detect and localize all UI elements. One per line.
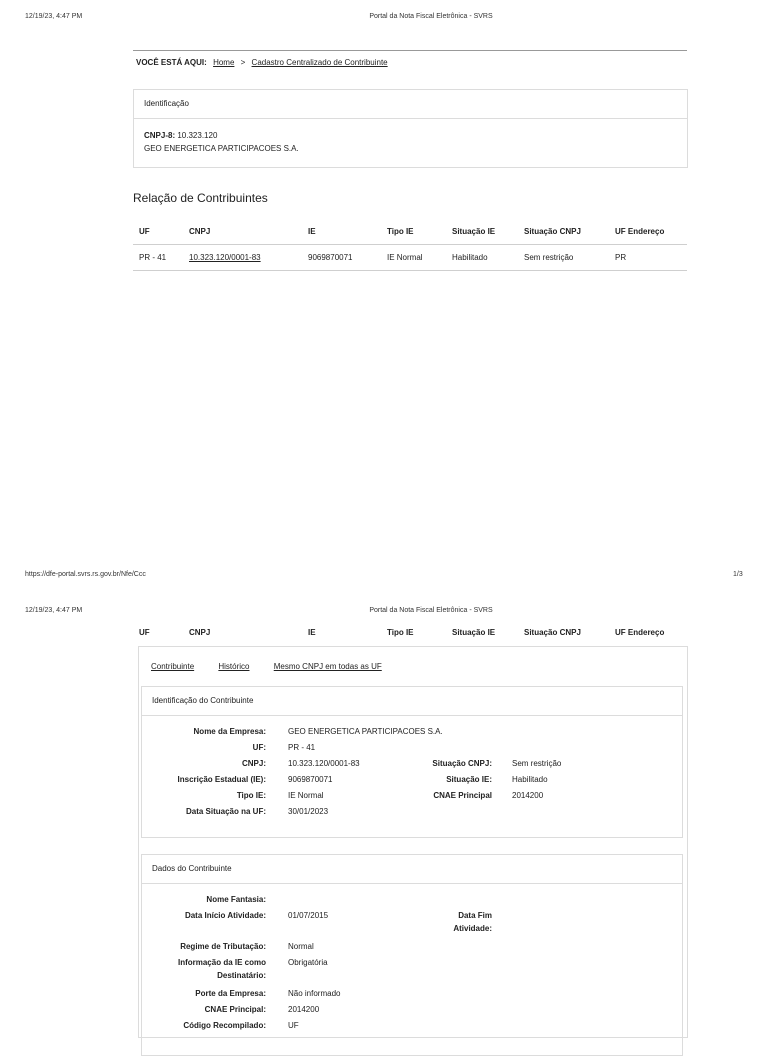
cell-uf: PR - 41 [139, 253, 167, 262]
value-codigo-cut: UF [288, 1021, 299, 1030]
label-codigo-cut: Código Recompilado: [183, 1021, 266, 1030]
cnpj8-line [144, 131, 217, 140]
label-uf: UF: [252, 743, 266, 752]
relacao-title: Relação de Contribuintes [133, 191, 268, 205]
col-tipo-ie: Tipo IE [387, 628, 414, 637]
dados-contrib-panel [141, 854, 683, 1056]
label-nome-fantasia: Nome Fantasia: [206, 895, 266, 904]
table-row [133, 245, 687, 271]
breadcrumb-rule [133, 50, 687, 51]
value-porte: Não informado [288, 989, 341, 998]
label-data-situacao: Data Situação na UF: [185, 807, 266, 816]
col-situacao-ie: Situação IE [452, 628, 496, 637]
label-ie: Inscrição Estadual (IE): [177, 775, 266, 784]
label-situacao-ie: Situação IE: [446, 775, 492, 784]
print-title: Portal da Nota Fiscal Eletrônica - SVRS [369, 13, 493, 20]
print-datetime-2: 12/19/23, 4:47 PM [25, 607, 83, 614]
ident-contrib-heading: Identificação do Contribuinte [142, 687, 682, 716]
label-data-inicio: Data Início Atividade: [184, 911, 266, 920]
cell-uf-endereco: PR [615, 253, 627, 262]
col-cnpj: CNPJ [189, 227, 211, 236]
value-situacao-cnpj: Sem restrição [512, 759, 562, 768]
col-tipo-ie: Tipo IE [387, 227, 414, 236]
col-situacao-ie: Situação IE [452, 227, 496, 236]
identificacao-heading: Identificação [134, 90, 687, 119]
value-nome: GEO ENERGETICA PARTICIPACOES S.A. [288, 727, 443, 736]
cnpj-link[interactable]: 10.323.120/0001-83 [189, 253, 261, 262]
label-info-ie-1: Informação da IE como [177, 958, 266, 967]
company-name: GEO ENERGETICA PARTICIPACOES S.A. [144, 144, 299, 153]
relacao-header-row-repeat [133, 620, 687, 645]
cell-tipo-ie: IE Normal [387, 253, 423, 262]
cell-ie: 9069870071 [308, 253, 353, 262]
cell-situacao-cnpj: Sem restrição [524, 253, 574, 262]
label-cnae: CNAE Principal [433, 791, 492, 800]
col-uf-endereco: UF Endereço [615, 227, 665, 236]
tab-mesmo-cnpj[interactable]: Mesmo CNPJ em todas as UF [273, 662, 382, 671]
col-uf: UF [139, 628, 150, 637]
value-info-ie: Obrigatória [288, 958, 328, 967]
tab-contribuinte[interactable]: Contribuinte [151, 662, 195, 671]
detail-panel [138, 646, 688, 1038]
dados-contrib-heading: Dados do Contribuinte [142, 855, 682, 884]
tab-historico[interactable]: Histórico [218, 662, 250, 671]
value-data-situacao: 30/01/2023 [288, 807, 329, 816]
col-uf: UF [139, 227, 150, 236]
print-url: https://dfe-portal.svrs.rs.gov.br/Nfe/Ccc [25, 571, 146, 578]
breadcrumb [136, 58, 388, 67]
detail-tabs [151, 662, 382, 671]
label-nome: Nome da Empresa: [193, 727, 266, 736]
label-data-fim-1: Data Fim [458, 911, 492, 920]
value-regime: Normal [288, 942, 314, 951]
print-datetime: 12/19/23, 4:47 PM [25, 13, 83, 20]
cnpj8-value: 10.323.120 [177, 131, 218, 140]
label-cnae-principal: CNAE Principal: [204, 1005, 266, 1014]
label-situacao-cnpj: Situação CNPJ: [432, 759, 492, 768]
relacao-table [133, 219, 687, 271]
print-page-number: 1/3 [733, 571, 743, 578]
value-uf: PR - 41 [288, 743, 316, 752]
identificacao-panel [133, 89, 688, 168]
breadcrumb-current-link[interactable]: Cadastro Centralizado de Contribuinte [251, 58, 388, 67]
breadcrumb-prefix: VOCÊ ESTÁ AQUI: [136, 58, 207, 67]
label-data-fim-2: Atividade: [453, 924, 492, 933]
value-cnpj: 10.323.120/0001-83 [288, 759, 360, 768]
value-data-inicio: 01/07/2015 [288, 911, 329, 920]
col-cnpj: CNPJ [189, 628, 211, 637]
relacao-header-repeat [133, 620, 687, 645]
value-cnae-principal: 2014200 [288, 1005, 320, 1014]
col-situacao-cnpj: Situação CNPJ [524, 628, 581, 637]
label-cnpj: CNPJ: [241, 759, 266, 768]
relacao-header-row [133, 219, 687, 245]
value-ie: 9069870071 [288, 775, 333, 784]
breadcrumb-home-link[interactable]: Home [213, 58, 235, 67]
label-info-ie-2: Destinatário: [217, 971, 266, 980]
value-cnae: 2014200 [512, 791, 544, 800]
ident-contrib-panel [141, 686, 683, 838]
col-uf-endereco: UF Endereço [615, 628, 665, 637]
breadcrumb-separator: > [240, 58, 246, 67]
value-tipo-ie: IE Normal [288, 791, 324, 800]
value-situacao-ie: Habilitado [512, 775, 548, 784]
label-regime: Regime de Tributação: [180, 942, 266, 951]
cell-situacao-ie: Habilitado [452, 253, 488, 262]
col-ie: IE [308, 227, 316, 236]
print-title-2: Portal da Nota Fiscal Eletrônica - SVRS [369, 607, 493, 614]
label-tipo-ie: Tipo IE: [236, 791, 266, 800]
col-situacao-cnpj: Situação CNPJ [524, 227, 581, 236]
col-ie: IE [308, 628, 316, 637]
cnpj8-label: CNPJ-8: [144, 131, 176, 140]
label-porte: Porte da Empresa: [195, 989, 266, 998]
